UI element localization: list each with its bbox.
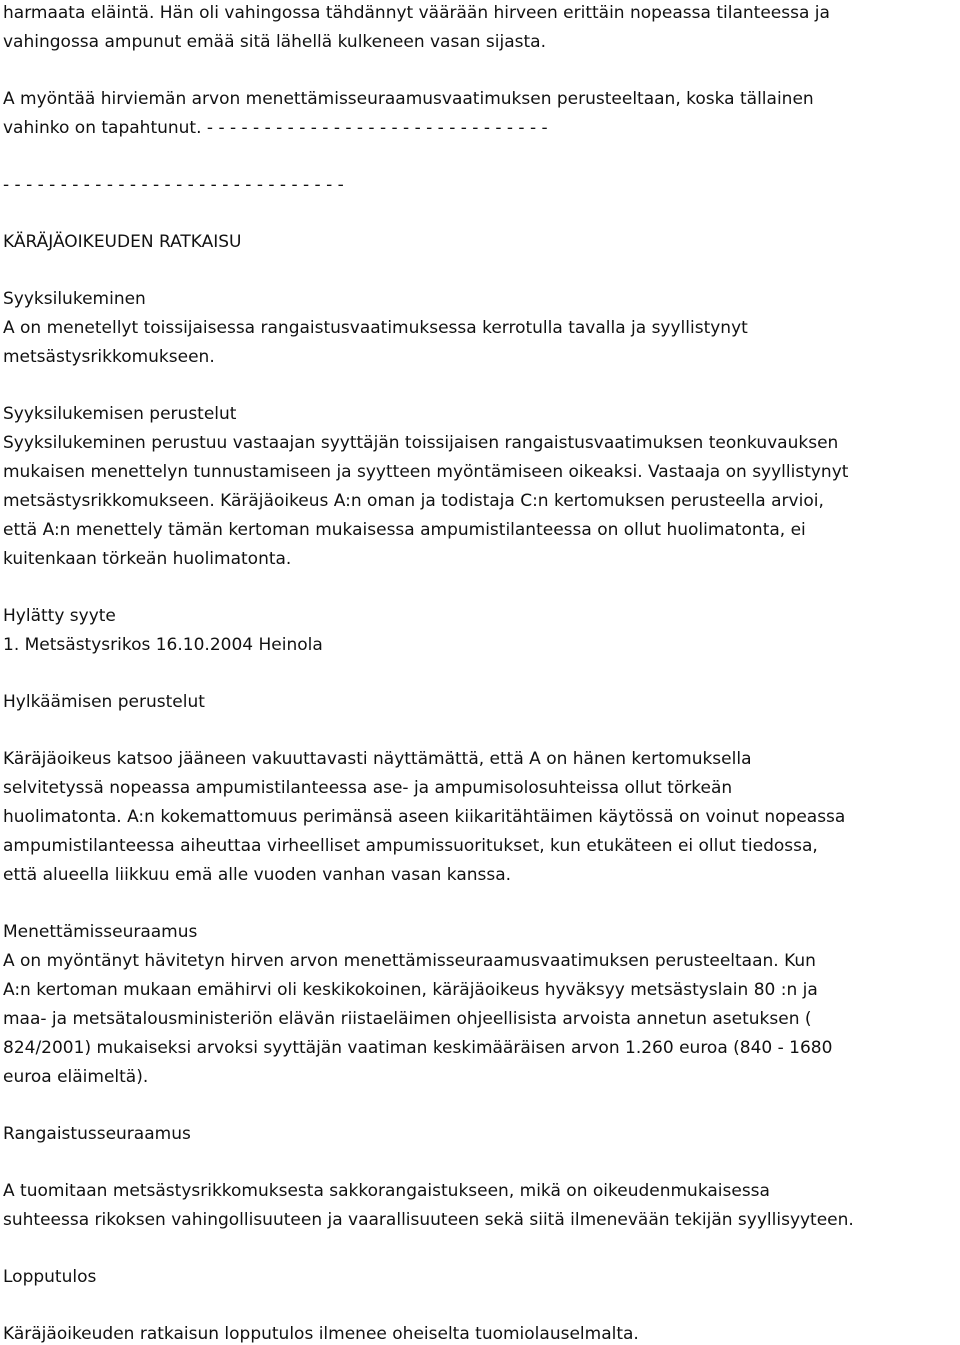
rangaistus-line-1: A tuomitaan metsästysrikkomuksesta sakkorangaistukseen, mikä on oikeudenmukaisessa xyxy=(3,1181,770,1201)
lopputulos-line-1: Käräjäoikeuden ratkaisun lopputulos ilmenee oheiselta tuomiolauselmalta. xyxy=(3,1324,639,1344)
syyksilukeminen-title: Syyksilukeminen xyxy=(3,289,146,309)
intro-dash-line: - - - - - - - - - - - - - - - - - - - - - - - - - - - - - - xyxy=(3,175,344,195)
hylkaaminen-title: Hylkäämisen perustelut xyxy=(3,692,205,712)
hylkaaminen-line-3: huolimatonta. A:n kokemattomuus perimänsä aseen kiikaritähtäimen käytössä on voinut nopeassa xyxy=(3,807,846,827)
menettamis-title: Menettämisseuraamus xyxy=(3,922,198,942)
menettamis-line-2: A:n kertoman mukaan emähirvi oli keskikokoinen, käräjäoikeus hyväksyy metsästyslain 80 :n ja xyxy=(3,980,818,1000)
syyksilukeminen-line-1: A on menetellyt toissijaisessa rangaistusvaatimuksessa kerrotulla tavalla ja syyllistynyt xyxy=(3,318,748,338)
intro-line-3: A myöntää hirviemän arvon menettämisseuraamusvaatimuksen perusteeltaan, koska tällainen xyxy=(3,89,814,109)
syyksilukeminen-line-2: metsästysrikkomukseen. xyxy=(3,347,215,367)
menettamis-line-1: A on myöntänyt hävitetyn hirven arvon menettämisseuraamusvaatimuksen perusteeltaan. Kun xyxy=(3,951,816,971)
hylkaaminen-line-5: että alueella liikkuu emä alle vuoden vanhan vasan kanssa. xyxy=(3,865,512,885)
menettamis-line-5: euroa eläimeltä). xyxy=(3,1067,149,1087)
menettamis-line-3: maa- ja metsätalousministeriön elävän riistaeläimen ohjeellisista arvoista annetun asetuksen ( xyxy=(3,1009,812,1029)
perustelut-line-4: että A:n menettely tämän kertoman mukaisessa ampumistilanteessa on ollut huolimatonta, ei xyxy=(3,520,806,540)
perustelut-line-5: kuitenkaan törkeän huolimatonta. xyxy=(3,549,292,569)
lopputulos-title: Lopputulos xyxy=(3,1267,97,1287)
hylatty-line-1: 1. Metsästysrikos 16.10.2004 Heinola xyxy=(3,635,323,655)
hylatty-title: Hylätty syyte xyxy=(3,606,116,626)
rangaistus-title: Rangaistusseuraamus xyxy=(3,1124,191,1144)
hylkaaminen-line-4: ampumistilanteessa aiheuttaa virheelliset ampumissuoritukset, kun etukäteen ei ollut tiedossa, xyxy=(3,836,818,856)
intro-line-2: vahingossa ampunut emää sitä lähellä kulkeneen vasan sijasta. xyxy=(3,32,546,52)
menettamis-line-4: 824/2001) mukaiseksi arvoksi syyttäjän vaatiman keskimääräisen arvon 1.260 euroa (840 - 1680 xyxy=(3,1038,833,1058)
perustelut-title: Syyksilukemisen perustelut xyxy=(3,404,237,424)
perustelut-line-2: mukaisen menettelyn tunnustamiseen ja syytteen myöntämiseen oikeaksi. Vastaaja on syyllistynyt xyxy=(3,462,849,482)
intro-line-1: harmaata eläintä. Hän oli vahingossa tähdännyt väärään hirveen erittäin nopeassa tilanteessa ja xyxy=(3,3,830,23)
intro-line-4: vahinko on tapahtunut. - - - - - - - - - - - - - - - - - - - - - - - - - - - - - - xyxy=(3,118,548,138)
perustelut-line-1: Syyksilukeminen perustuu vastaajan syyttäjän toissijaisen rangaistusvaatimuksen teonkuvauksen xyxy=(3,433,839,453)
rangaistus-line-2: suhteessa rikoksen vahingollisuuteen ja vaarallisuuteen sekä siitä ilmenevään tekijän syyllisyyteen. xyxy=(3,1210,854,1230)
perustelut-line-3: metsästysrikkomukseen. Käräjäoikeus A:n oman ja todistaja C:n kertomuksen perusteella arvioi, xyxy=(3,491,824,511)
hylkaaminen-line-1: Käräjäoikeus katsoo jääneen vakuuttavasti näyttämättä, että A on hänen kertomuksella xyxy=(3,749,752,769)
decision-heading: KÄRÄJÄOIKEUDEN RATKAISU xyxy=(3,232,242,252)
hylkaaminen-line-2: selvitetyssä nopeassa ampumistilanteessa ase- ja ampumisolosuhteissa ollut törkeän xyxy=(3,778,733,798)
